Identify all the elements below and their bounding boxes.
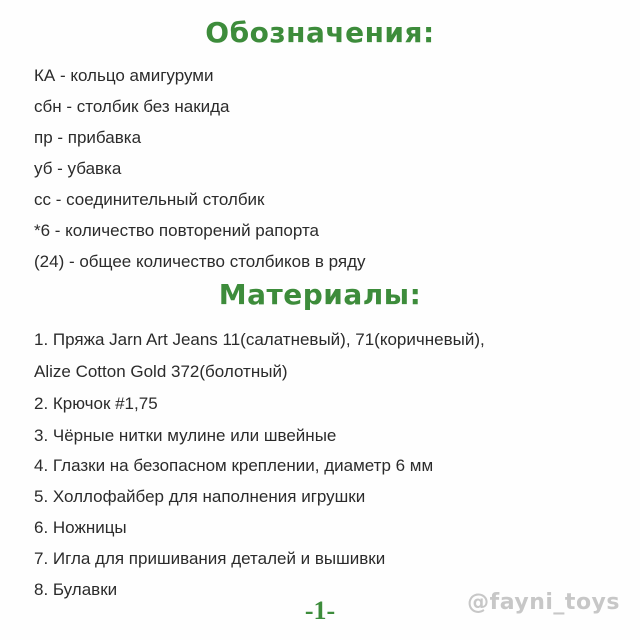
legend-item: *6 - количество повторений рапорта (34, 221, 319, 240)
materials-line: 3. Чёрные нитки мулине или швейные (34, 426, 337, 445)
legend-item: пр - прибавка (34, 128, 142, 147)
materials-line: 7. Игла для пришивания деталей и вышивки (34, 549, 386, 568)
materials-line: 5. Холлофайбер для наполнения игрушки (34, 487, 366, 506)
materials-line: 6. Ножницы (34, 518, 127, 537)
materials-line: 4. Глазки на безопасном креплении, диаметр 6 мм (34, 456, 434, 475)
materials-heading: Материалы: (218, 278, 422, 311)
materials-line: Alize Cotton Gold 372(болотный) (34, 362, 288, 381)
legend-item: сбн - столбик без накида (34, 97, 230, 116)
legend-item: сс - соединительный столбик (34, 190, 265, 209)
materials-line: 8. Булавки (34, 580, 118, 599)
legend-heading: Обозначения: (205, 16, 435, 49)
page-number: -1- (304, 596, 336, 625)
legend-item: КА - кольцо амигуруми (34, 66, 214, 85)
author-handle-watermark: @fayni_toys (467, 590, 620, 615)
materials-line: 1. Пряжа Jarn Art Jeans 11(салатневый), 71(коричневый), (34, 330, 485, 349)
materials-line: 2. Крючок #1,75 (34, 394, 158, 413)
legend-item: (24) - общее количество столбиков в ряду (34, 252, 366, 271)
legend-item: уб - убавка (34, 159, 122, 178)
